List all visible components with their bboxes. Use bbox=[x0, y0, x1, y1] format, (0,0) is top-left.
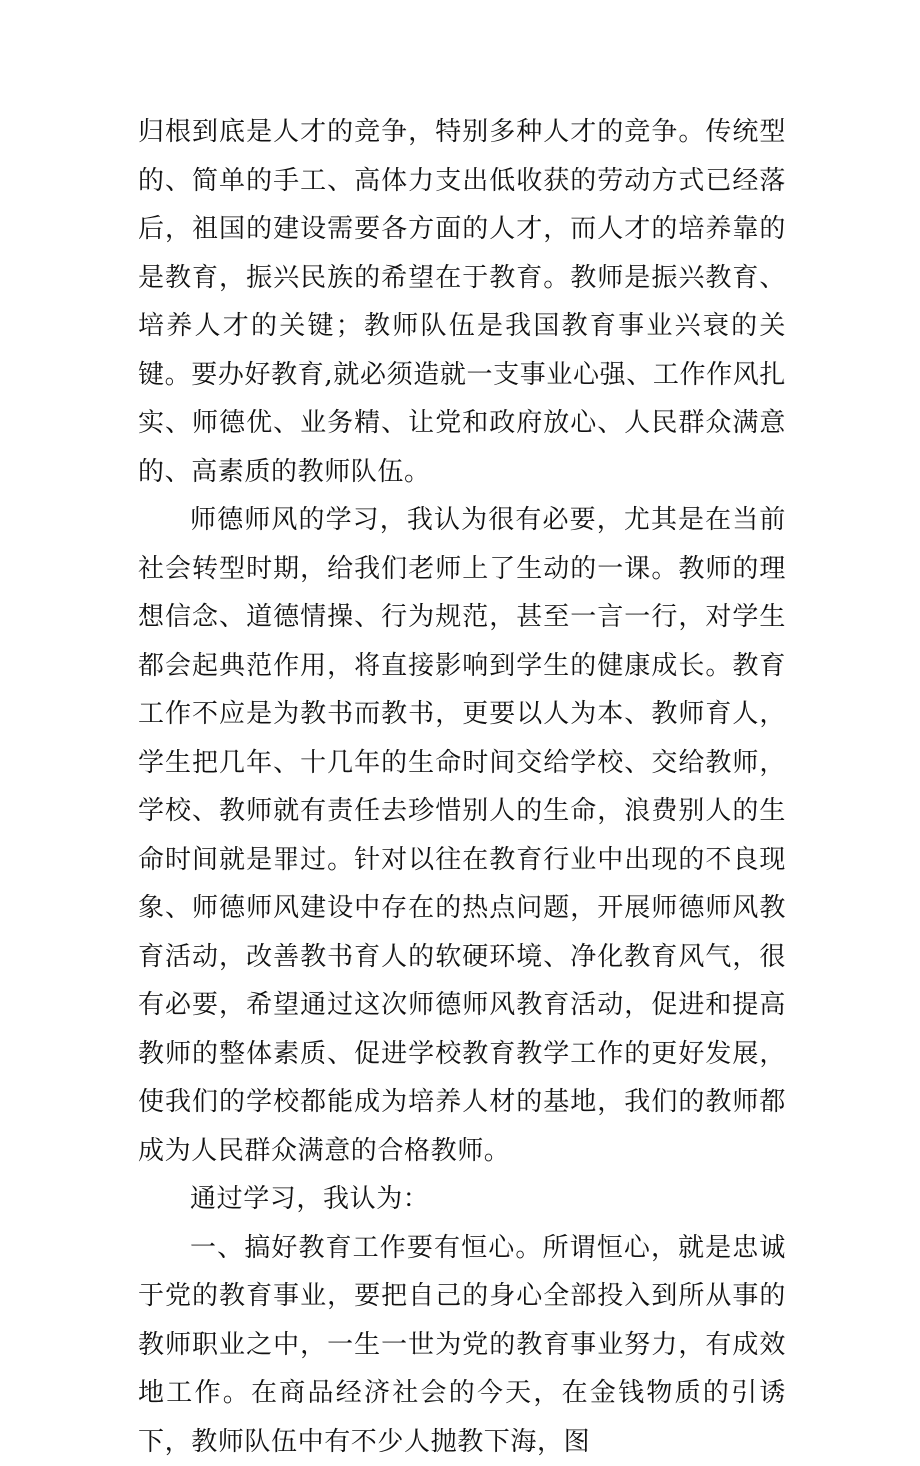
paragraph-2: 师德师风的学习，我认为很有必要，尤其是在当前社会转型时期，给我们老师上了生动的一课。教师的理想信念、道德情操、行为规范，甚至一言一行，对学生都会起典范作用，将直接影响到学生的健康成长。教育工作不应是为教书而教书，更要以人为本、教师育人，学生把几年、十几年的生命时间交给学校、交给教师，学校、教师就有责任去珍惜别人的生命，浪费别人的生命时间就是罪过。针对以往在教育行业中出现的不良现象、师德师风建设中存在的热点问题，开展师德师风教育活动，改善教书育人的软硬环境、净化教育风气，很有必要，希望通过这次师德师风教育活动，促进和提高教师的整体素质、促进学校教育教学工作的更好发展，使我们的学校都能成为培养人材的基地，我们的教师都成为人民群众满意的合格教师。 bbox=[138, 496, 786, 1175]
paragraph-4: 一、搞好教育工作要有恒心。所谓恒心，就是忠诚于党的教育事业，要把自己的身心全部投入到所从事的教师职业之中，一生一世为党的教育事业努力，有成效地工作。在商品经济社会的今天，在金钱物质的引诱下，教师队伍中有不少人抛教下海，图 bbox=[138, 1224, 786, 1466]
document-body bbox=[138, 108, 786, 1466]
paragraph-1: 归根到底是人才的竞争，特别多种人才的竞争。传统型的、简单的手工、高体力支出低收获的劳动方式已经落后，祖国的建设需要各方面的人才，而人才的培养靠的是教育，振兴民族的希望在于教育。教师是振兴教育、培养人才的关键；教师队伍是我国教育事业兴衰的关键。要办好教育,就必须造就一支事业心强、工作作风扎实、师德优、业务精、让党和政府放心、人民群众满意的、高素质的教师队伍。 bbox=[138, 108, 786, 496]
paragraph-3: 通过学习，我认为： bbox=[138, 1175, 786, 1224]
